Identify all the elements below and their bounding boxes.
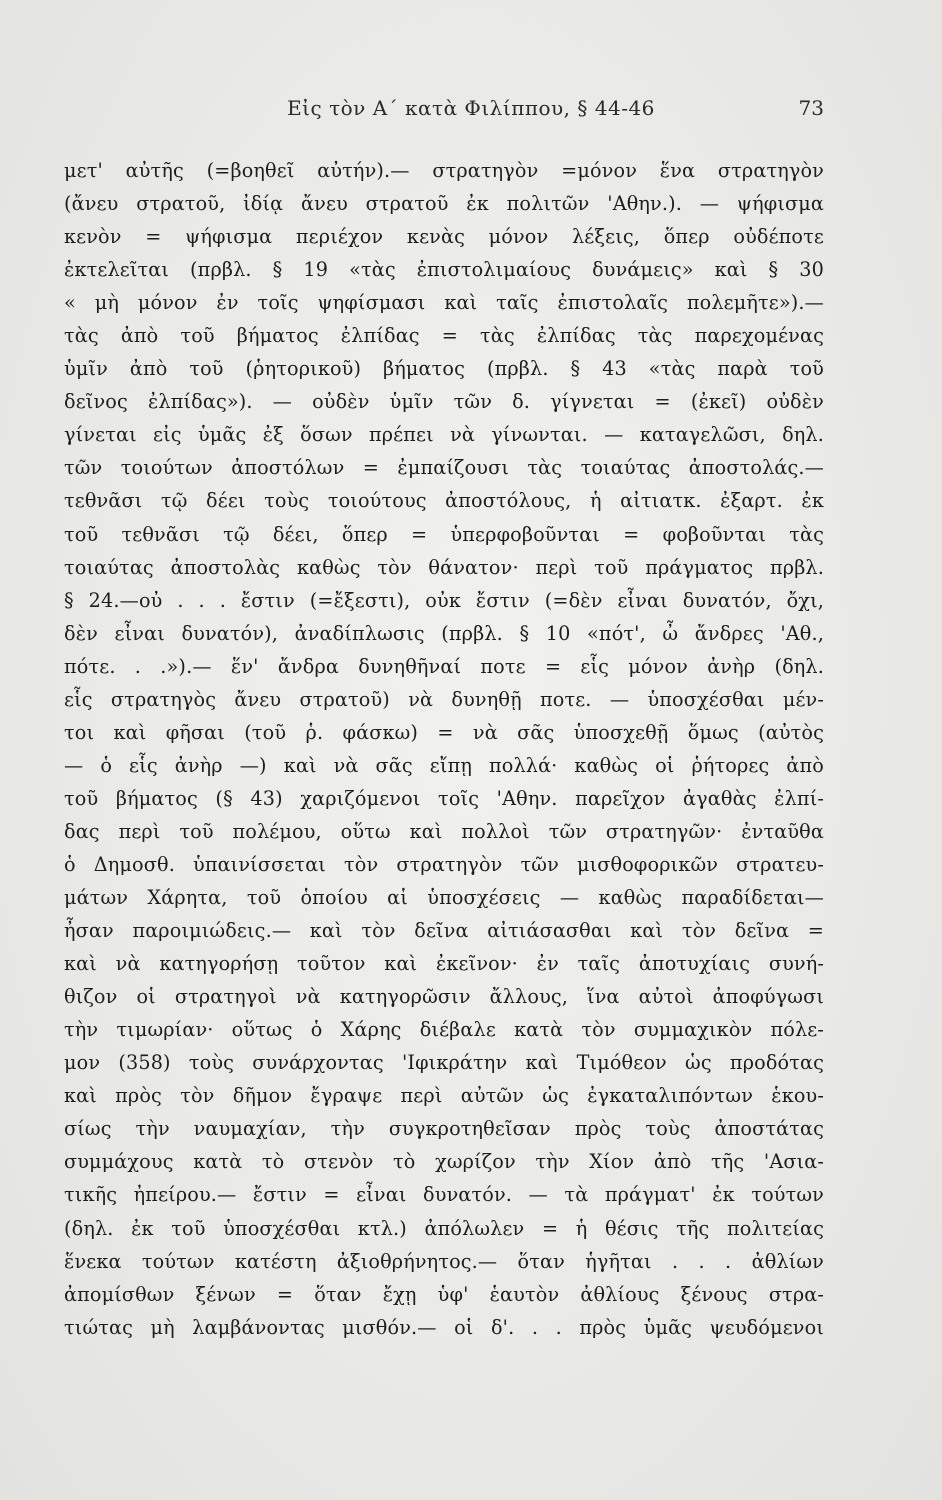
text-line: τῶν τοιούτων ἀποστόλων = ἐμπαίζουσι τὰς τοιαύτας ἀποστολάς.— xyxy=(64,456,824,480)
text-line: δας περὶ τοῦ πολέμου, οὕτω καὶ πολλοὶ τῶν στρατηγῶν· ἐνταῦθα xyxy=(64,819,824,843)
text-line: σίως τὴν ναυμαχίαν, τὴν συγκροτηθεῖσαν πρὸς τοὺς ἀποστάτας xyxy=(64,1117,824,1141)
text-line: γίνεται εἰς ὑμᾶς ἐξ ὅσων πρέπει νὰ γίνωνται. — καταγελῶσι, δηλ. xyxy=(64,423,824,447)
text-line: συμμάχους κατὰ τὸ στενὸν τὸ χωρίζον τὴν Χίον ἀπὸ τῆς 'Ασια- xyxy=(64,1150,824,1174)
text-line: τοιαύτας ἀποστολὰς καθὼς τὸν θάνατον· περὶ τοῦ πράγματος πρβλ. xyxy=(64,555,824,579)
text-line: καὶ πρὸς τὸν δῆμον ἔγραψε περὶ αὐτῶν ὡς ἐγκαταλιπόντων ἑκου- xyxy=(64,1084,824,1108)
text-line: τοῦ τεθνᾶσι τῷ δέει, ὅπερ = ὑπερφοβοῦνται = φοβοῦνται τὰς xyxy=(64,522,824,546)
text-line: « μὴ μόνον ἐν τοῖς ψηφίσμασι καὶ ταῖς ἐπιστολαῖς πολεμῆτε»).— xyxy=(64,291,824,315)
text-line: — ὁ εἷς ἀνὴρ —) καὶ νὰ σᾶς εἴπῃ πολλά· καθὼς οἱ ῥήτορες ἀπὸ xyxy=(64,753,824,777)
text-line: δὲν εἶναι δυνατόν), ἀναδίπλωσις (πρβλ. § 10 «πότ', ὦ ἄνδρες 'Αθ., xyxy=(64,621,824,645)
text-line: τικῆς ἠπείρου.— ἔστιν = εἶναι δυνατόν. — τὰ πράγματ' ἐκ τούτων xyxy=(64,1183,824,1207)
running-head xyxy=(0,96,942,136)
text-line: τὴν τιμωρίαν· οὕτως ὁ Χάρης διέβαλε κατὰ τὸν συμμαχικὸν πόλε- xyxy=(64,1018,824,1042)
text-line: δεῖνος ἐλπίδας»). — οὐδὲν ὑμῖν τῶν δ. γίγνεται = (ἐκεῖ) οὐδὲν xyxy=(64,390,824,414)
text-line: (δηλ. ἐκ τοῦ ὑποσχέσθαι κτλ.) ἀπόλωλεν = ἡ θέσις τῆς πολιτείας xyxy=(64,1216,824,1240)
text-line: ἕνεκα τούτων κατέστη ἀξιοθρήνητος.— ὅταν ἡγῆται . . . ἀθλίων xyxy=(64,1249,824,1273)
text-line: κενὸν = ψήφισμα περιέχον κενὰς μόνον λέξεις, ὅπερ οὐδέποτε xyxy=(64,225,824,249)
commentary-text xyxy=(64,154,824,1344)
text-line: καὶ νὰ κατηγορήσῃ τοῦτον καὶ ἐκεῖνον· ἐν ταῖς ἀποτυχίαις συνή- xyxy=(64,952,824,976)
text-line: ἦσαν παροιμιώδεις.— καὶ τὸν δεῖνα αἰτιάσασθαι καὶ τὸν δεῖνα = xyxy=(64,919,824,943)
text-line: ἐκτελεῖται (πρβλ. § 19 «τὰς ἐπιστολιμαίους δυνάμεις» καὶ § 30 xyxy=(64,258,824,282)
text-line: ὁ Δημοσθ. ὑπαινίσσεται τὸν στρατηγὸν τῶν μισθοφορικῶν στρατευ- xyxy=(64,852,824,876)
header-title: Εἰς τὸν Α΄ κατὰ Φιλίππου, § 44-46 xyxy=(287,96,655,120)
text-line: θιζον οἱ στρατηγοὶ νὰ κατηγορῶσιν ἄλλους, ἵνα αὐτοὶ ἀποφύγωσι xyxy=(64,985,824,1009)
text-line: ὑμῖν ἀπὸ τοῦ (ῥητορικοῦ) βήματος (πρβλ. § 43 «τὰς παρὰ τοῦ xyxy=(64,357,824,381)
text-line: εἷς στρατηγὸς ἄνευ στρατοῦ) νὰ δυνηθῇ ποτε. — ὑποσχέσθαι μέν- xyxy=(64,687,824,711)
text-line: μάτων Χάρητα, τοῦ ὁποίου αἱ ὑποσχέσεις — καθὼς παραδίδεται— xyxy=(64,886,824,910)
text-line: μετ' αὐτῆς (=βοηθεῖ αὐτήν).— στρατηγὸν =μόνον ἕνα στρατηγὸν xyxy=(64,159,824,182)
page-number: 73 xyxy=(798,96,824,120)
text-line: πότε. . .»).— ἕν' ἄνδρα δυνηθῆναί ποτε = εἷς μόνον ἀνὴρ (δηλ. xyxy=(64,654,824,678)
text-line: τὰς ἀπὸ τοῦ βήματος ἐλπίδας = τὰς ἐλπίδας τὰς παρεχομένας xyxy=(64,324,824,348)
text-line: (ἄνευ στρατοῦ, ἰδίᾳ ἄνευ στρατοῦ ἐκ πολιτῶν 'Αθην.). — ψήφισμα xyxy=(64,192,824,216)
text-line: τιώτας μὴ λαμβάνοντας μισθόν.— οἱ δ'. . . πρὸς ὑμᾶς ψευδόμενοι xyxy=(64,1315,824,1339)
text-line: τοῦ βήματος (§ 43) χαριζόμενοι τοῖς 'Αθην. παρεῖχον ἀγαθὰς ἐλπί- xyxy=(64,786,824,810)
text-line: τεθνᾶσι τῷ δέει τοὺς τοιούτους ἀποστόλους, ἡ αἰτιατκ. ἐξαρτ. ἐκ xyxy=(64,489,824,513)
text-line: § 24.—οὐ . . . ἔστιν (=ἔξεστι), οὐκ ἔστιν (=δὲν εἶναι δυνατόν, ὄχι, xyxy=(64,588,824,612)
text-line: τοι καὶ φῆσαι (τοῦ ῥ. φάσκω) = νὰ σᾶς ὑποσχεθῇ ὅμως (αὐτὸς xyxy=(64,720,824,744)
text-line: μον (358) τοὺς συνάρχοντας 'Ιφικράτην καὶ Τιμόθεον ὡς προδότας xyxy=(64,1051,824,1075)
text-line: ἀπομίσθων ξένων = ὅταν ἔχῃ ὑφ' ἑαυτὸν ἀθλίους ξένους στρα- xyxy=(64,1282,824,1306)
